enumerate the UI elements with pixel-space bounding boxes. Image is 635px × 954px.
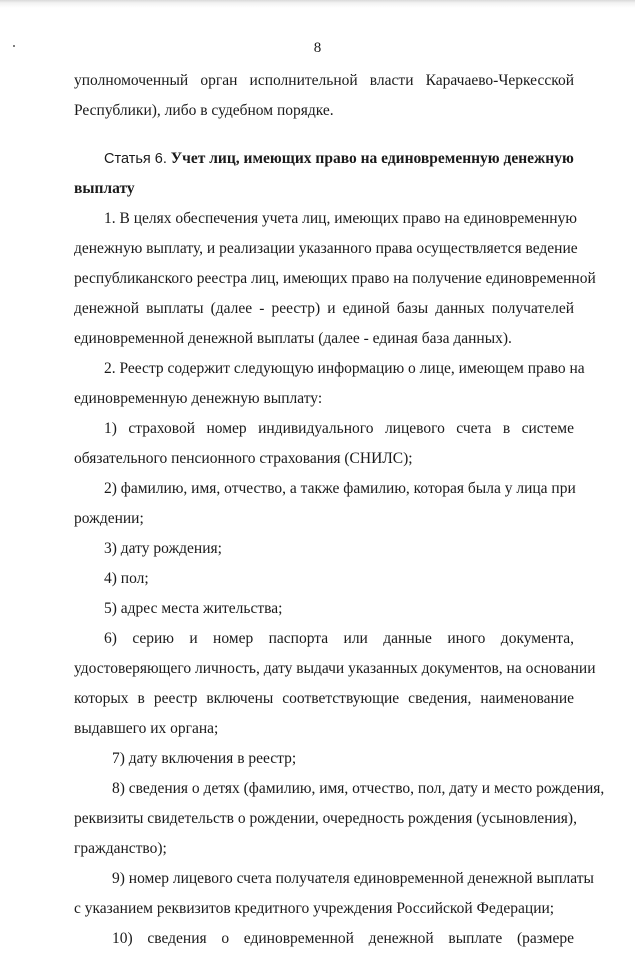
list-item-cont: выдавшего их органа; — [74, 720, 219, 737]
list-item-cont: которых в реестр включены соответствующие сведения, наименование — [74, 690, 574, 707]
paragraph-line: единовременную денежную выплату: — [74, 390, 323, 407]
list-item-cont: обязательного пенсионного страхования (СНИЛС); — [74, 450, 413, 467]
list-item: 2) фамилию, имя, отчество, а также фамилию, которая была у лица при — [104, 480, 576, 497]
list-item: 1) страховой номер индивидуального лицевого счета в системе — [104, 420, 574, 437]
document-body — [74, 66, 605, 954]
list-item-cont: удостоверяющего личность, дату выдачи указанных документов, на основании — [74, 660, 596, 677]
list-item-cont: с указанием реквизитов кредитного учреждения Российской Федерации; — [74, 900, 555, 917]
list-item: 8) сведения о детях (фамилию, имя, отчество, пол, дату и место рождения, — [112, 780, 605, 797]
list-item: 9) номер лицевого счета получателя единовременной денежной выплаты — [112, 870, 594, 887]
paragraph-line: 2. Реестр содержит следующую информацию о лице, имеющем право на — [104, 360, 585, 377]
list-item: 10) сведения о единовременной денежной выплате (размере — [112, 930, 574, 947]
list-item: 7) дату включения в реестр; — [112, 750, 297, 767]
paragraph-line: 1. В целях обеспечения учета лиц, имеющих право на единовременную — [104, 210, 577, 227]
list-item-cont: гражданство); — [74, 840, 167, 857]
list-item: 4) пол; — [104, 570, 149, 587]
list-item: 3) дату рождения; — [104, 540, 222, 557]
article-title: Учет лиц, имеющих право на единовременную денежную — [170, 150, 574, 167]
list-item: 6) серию и номер паспорта или данные иного документа, — [104, 630, 574, 647]
paragraph-line: республиканского реестра лиц, имеющих право на получение единовременной — [74, 270, 596, 287]
paragraph-line: денежную выплату, и реализации указанного права осуществляется ведение — [74, 240, 578, 257]
article-heading — [74, 144, 574, 174]
paragraph-line: единовременной денежной выплаты (далее - единая база данных). — [74, 330, 512, 347]
page-number: 8 — [313, 40, 322, 56]
list-item: 5) адрес места жительства; — [104, 600, 283, 617]
paragraph-line: денежной выплаты (далее - реестр) и единой базы данных получателей — [74, 300, 574, 317]
text-line: Республики), либо в судебном порядке. — [74, 102, 334, 119]
scan-edge — [0, 0, 635, 14]
article-title-cont: выплату — [74, 180, 135, 197]
list-item-cont: реквизиты свидетельств о рождении, очередность рождения (усыновления), — [74, 810, 577, 827]
list-item-cont: рождении; — [74, 510, 144, 527]
article-label: Статья 6. — [104, 151, 167, 167]
text-line: уполномоченный орган исполнительной власти Карачаево-Черкесской — [74, 72, 574, 89]
